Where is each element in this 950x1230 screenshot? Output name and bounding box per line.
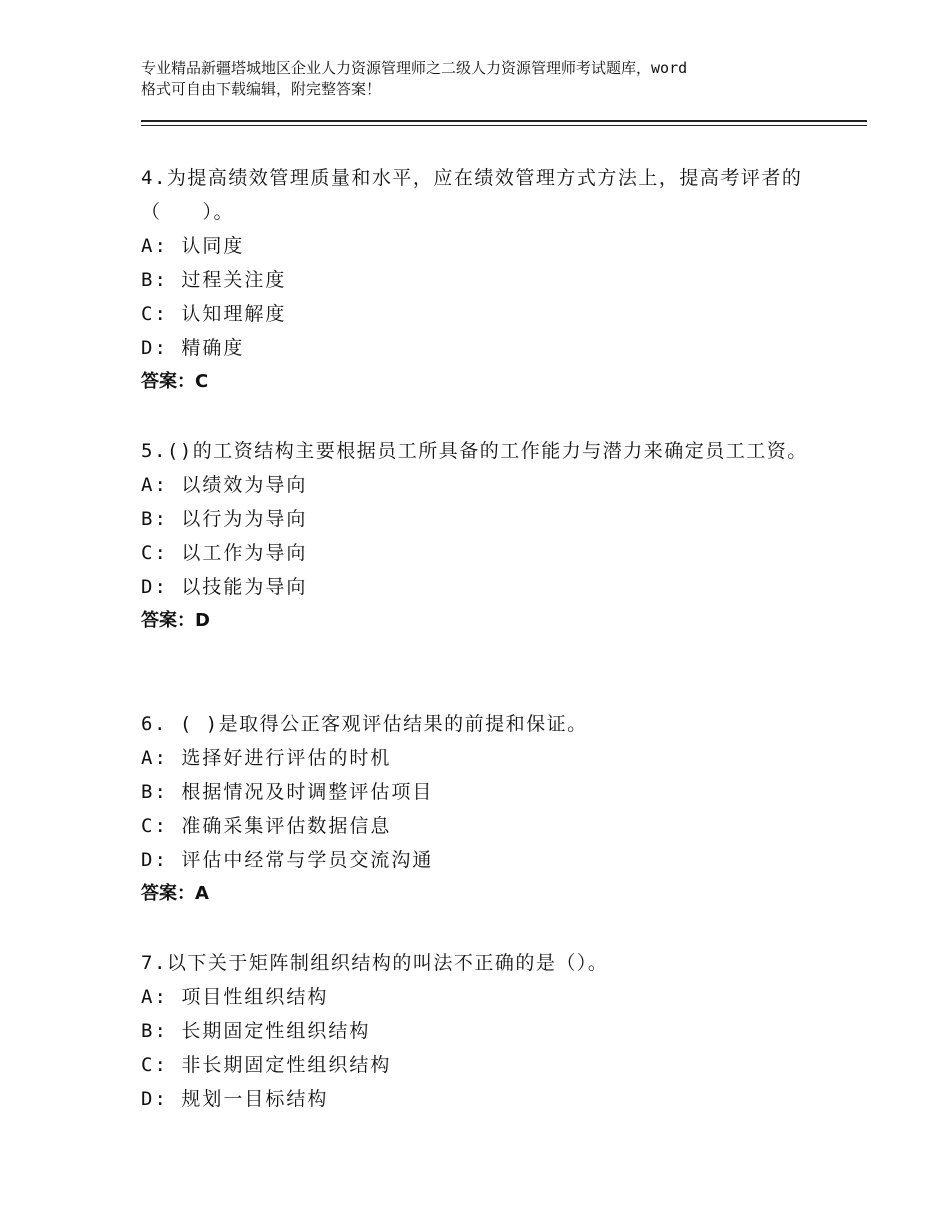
option-c: C: 非长期固定性组织结构 [141, 1054, 392, 1076]
header-line-2: 格式可自由下载编辑，附完整答案！ [141, 80, 382, 98]
option-c: C: 认知理解度 [141, 303, 287, 325]
option-a: A: 项目性组织结构 [141, 986, 329, 1008]
option-b: B: 过程关注度 [141, 269, 287, 291]
answer-label: 答案：D [141, 610, 210, 631]
option-a: A: 以绩效为导向 [141, 474, 308, 496]
question-stem: 4.为提高绩效管理质量和水平，应在绩效管理方式方法上，提高考评者的（ ）。 [141, 167, 803, 223]
option-a: A: 认同度 [141, 235, 245, 257]
option-c: C: 以工作为导向 [141, 542, 308, 564]
header-divider-thin [141, 125, 867, 126]
option-d: D: 以技能为导向 [141, 576, 308, 598]
option-c: C: 准确采集评估数据信息 [141, 815, 392, 837]
header-divider-thick [141, 120, 867, 122]
question-7 [141, 946, 821, 1116]
header-line-1: 专业精品新疆塔城地区企业人力资源管理师之二级人力资源管理师考试题库，word [141, 59, 688, 77]
question-4 [141, 161, 821, 399]
answer-label: 答案：A [141, 883, 209, 904]
question-stem: 6. ( )是取得公正客观评估结果的前提和保证。 [141, 713, 588, 735]
question-6 [141, 707, 821, 911]
question-stem: 5.()的工资结构主要根据员工所具备的工作能力与潜力来确定员工工资。 [141, 440, 808, 462]
option-d: D: 精确度 [141, 337, 245, 359]
option-b: B: 根据情况及时调整评估项目 [141, 781, 434, 803]
document-header [141, 58, 841, 100]
option-a: A: 选择好进行评估的时机 [141, 747, 392, 769]
question-5 [141, 434, 821, 638]
option-d: D: 规划一目标结构 [141, 1088, 329, 1110]
question-stem: 7.以下关于矩阵制组织结构的叫法不正确的是（）。 [141, 952, 609, 974]
option-b: B: 长期固定性组织结构 [141, 1020, 371, 1042]
answer-label: 答案：C [141, 371, 209, 392]
option-b: B: 以行为为导向 [141, 508, 308, 530]
option-d: D: 评估中经常与学员交流沟通 [141, 849, 434, 871]
